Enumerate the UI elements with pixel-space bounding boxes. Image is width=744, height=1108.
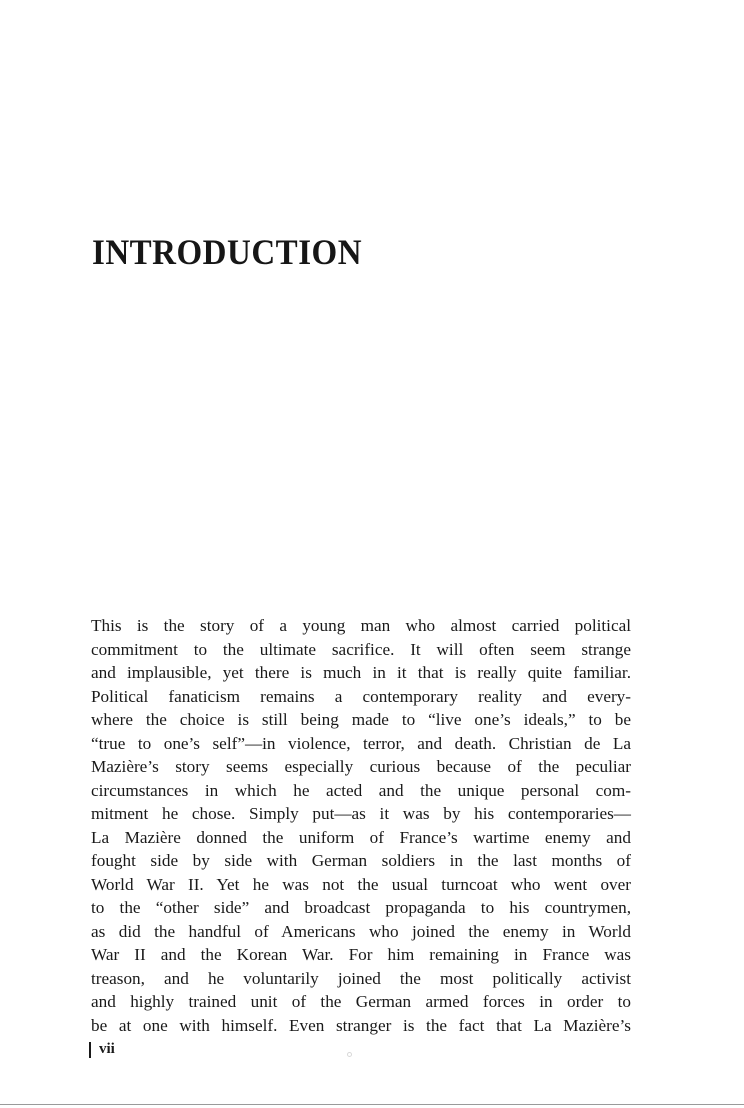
page-folio bbox=[89, 1041, 115, 1058]
text-line: Mazière’s story seems especially curious because of the peculiar bbox=[91, 757, 631, 776]
text-line: fought side by side with German soldiers in the last months of bbox=[91, 851, 631, 870]
text-line: be at one with himself. Even stranger is the fact that La Mazière’s bbox=[91, 1015, 631, 1035]
text-line: La Mazière donned the uniform of France’s wartime enemy and bbox=[91, 827, 631, 847]
chapter-title: INTRODUCTION bbox=[92, 233, 363, 273]
text-line: to the “other side” and broadcast propaganda to his countrymen, bbox=[91, 898, 631, 917]
text-line: treason, and he voluntarily joined the most politically activist bbox=[91, 968, 631, 988]
page-edge-divider bbox=[0, 1104, 744, 1105]
text-line: circumstances in which he acted and the unique personal com- bbox=[91, 780, 631, 800]
scan-speck bbox=[347, 1052, 352, 1057]
page-number: vii bbox=[99, 1041, 115, 1057]
body-paragraph bbox=[91, 614, 631, 1037]
text-line: World War II. Yet he was not the usual turncoat who went over bbox=[91, 874, 631, 894]
text-line: and highly trained unit of the German armed forces in order to bbox=[91, 992, 631, 1011]
text-line: Political fanaticism remains a contemporary reality and every- bbox=[91, 686, 631, 706]
text-line: where the choice is still being made to “live one’s ideals,” to be bbox=[91, 710, 631, 729]
text-line: mitment he chose. Simply put—as it was by his contemporaries— bbox=[91, 804, 631, 823]
text-line: War II and the Korean War. For him remaining in France was bbox=[91, 945, 631, 964]
text-line: commitment to the ultimate sacrifice. It will often seem strange bbox=[91, 639, 631, 659]
text-line: as did the handful of Americans who joined the enemy in World bbox=[91, 921, 631, 941]
text-line: This is the story of a young man who almost carried political bbox=[91, 616, 631, 635]
text-line: and implausible, yet there is much in it that is really quite familiar. bbox=[91, 663, 631, 682]
folio-rule bbox=[89, 1042, 91, 1058]
text-line: “true to one’s self”—in violence, terror, and death. Christian de La bbox=[91, 733, 631, 753]
